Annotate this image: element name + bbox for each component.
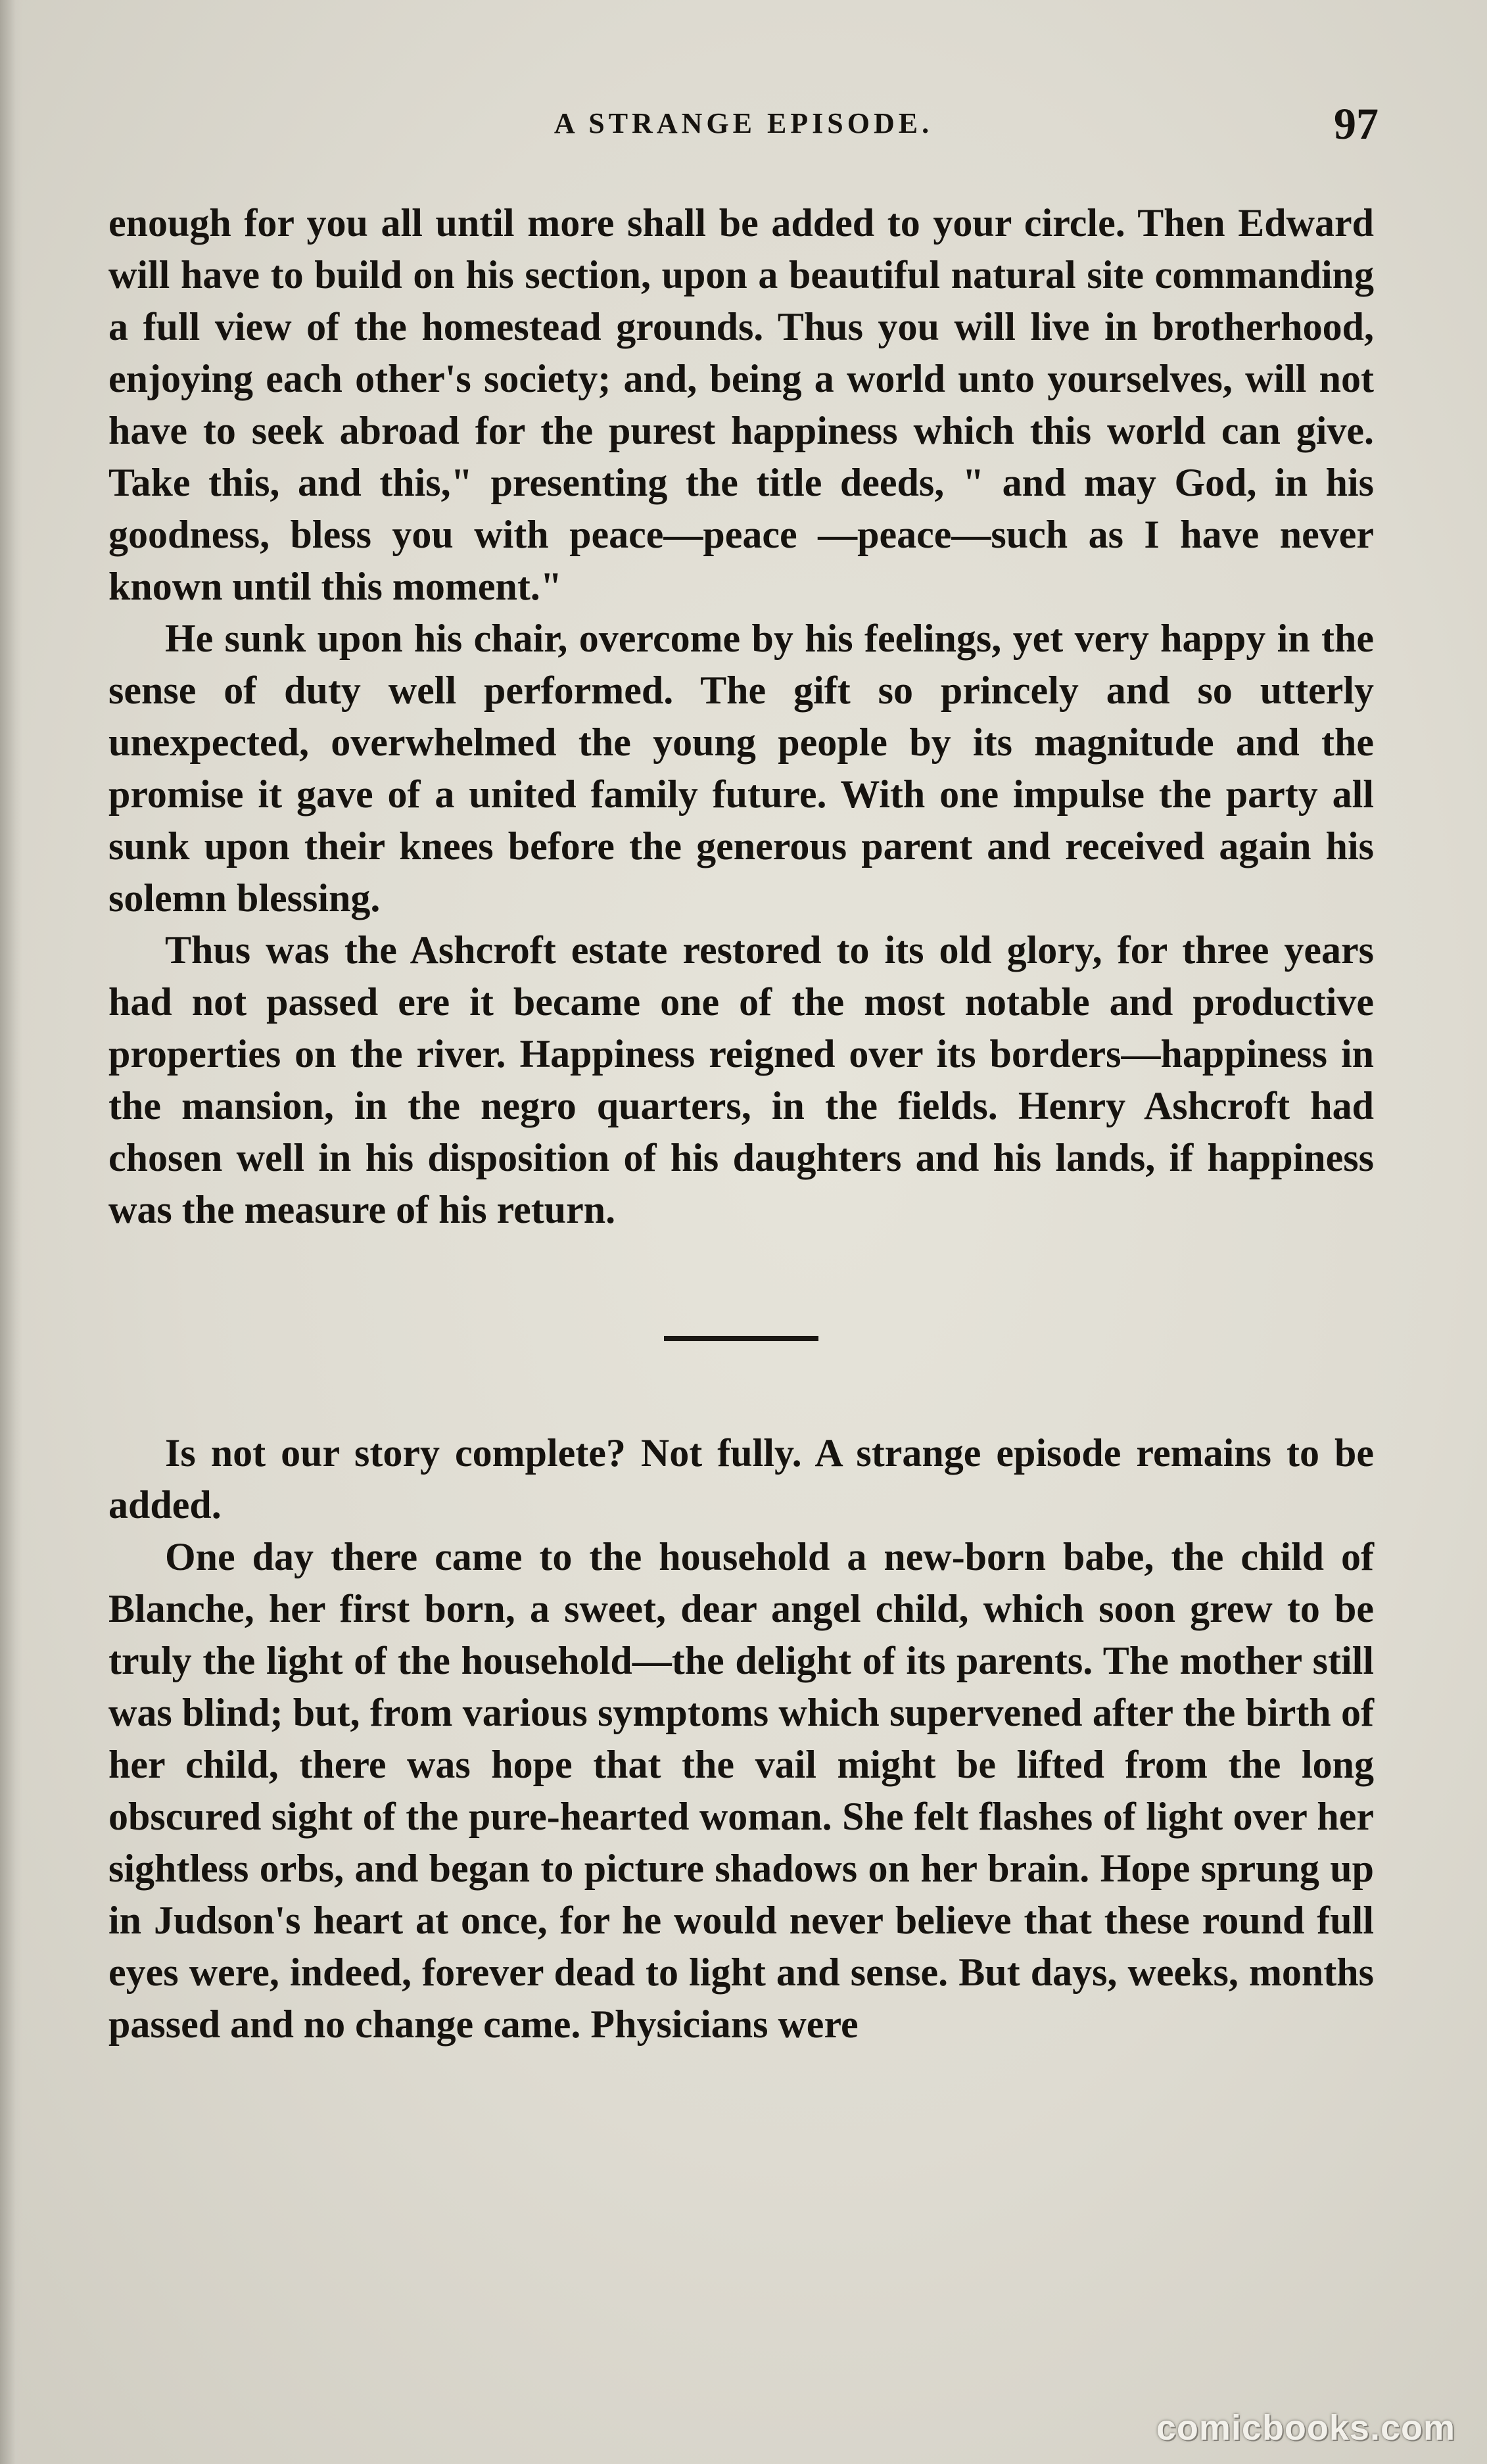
running-title: A STRANGE EPISODE.: [554, 107, 933, 139]
paragraph: Thus was the Ashcroft estate restored to its old glory, for three years had not passed ere it became one of the most notable and productive properties on the river. Happiness reigned over its borders—happiness in the mansion, in the negro quarters, in the fields. Henry Ashcroft had chosen well in his disposition of his daughters and his lands, if happiness was the measure of his return.: [108, 928, 1374, 1231]
page-number: 97: [1334, 99, 1379, 149]
page-gutter-shadow: [0, 0, 22, 2464]
paragraph: One day there came to the household a new-born babe, the child of Blanche, her first born, a sweet, dear angel child, which soon grew to be truly the light of the household—the delight of its parents. The mother still was blind; but, from various symptoms which supervened after the birth of her child, there was hope that the vail might be lifted from the long obscured sight of the pure-hearted woman. She felt flashes of light over her sightless orbs, and began to picture shadows on her brain. Hope sprung up in Judson's heart at once, for he would never believe that these round full eyes were, indeed, forever dead to light and sense. But days, weeks, months passed and no change came. Physicians were: [108, 1535, 1374, 2046]
running-head: [0, 97, 1487, 150]
paragraph-continuation: enough for you all until more shall be added to your circle. Then Edward will have to build on his section, upon a beautiful natural site commanding a full view of the homestead grounds. Thus you will live in brotherhood, enjoying each other's society; and, being a world unto yourselves, will not have to seek abroad for the purest happiness which this world can give. Take this, and this," presenting the title deeds, " and may God, in his goodness, bless you with peace—peace —peace—such as I have never known until this moment.": [108, 201, 1374, 608]
paragraph: Is not our story complete? Not fully. A strange episode remains to be added.: [108, 1431, 1374, 1527]
paragraph: He sunk upon his chair, overcome by his feelings, yet very happy in the sense of duty well performed. The gift so princely and so utterly unexpected, overwhelmed the young people by its magnitude and the promise it gave of a united family future. With one impulse the party all sunk upon their knees before the generous parent and received again his solemn blessing.: [108, 617, 1374, 920]
body-text: [108, 197, 1374, 2050]
site-watermark: comicbooks.com: [1156, 2408, 1455, 2448]
section-divider-rule: [664, 1336, 818, 1341]
